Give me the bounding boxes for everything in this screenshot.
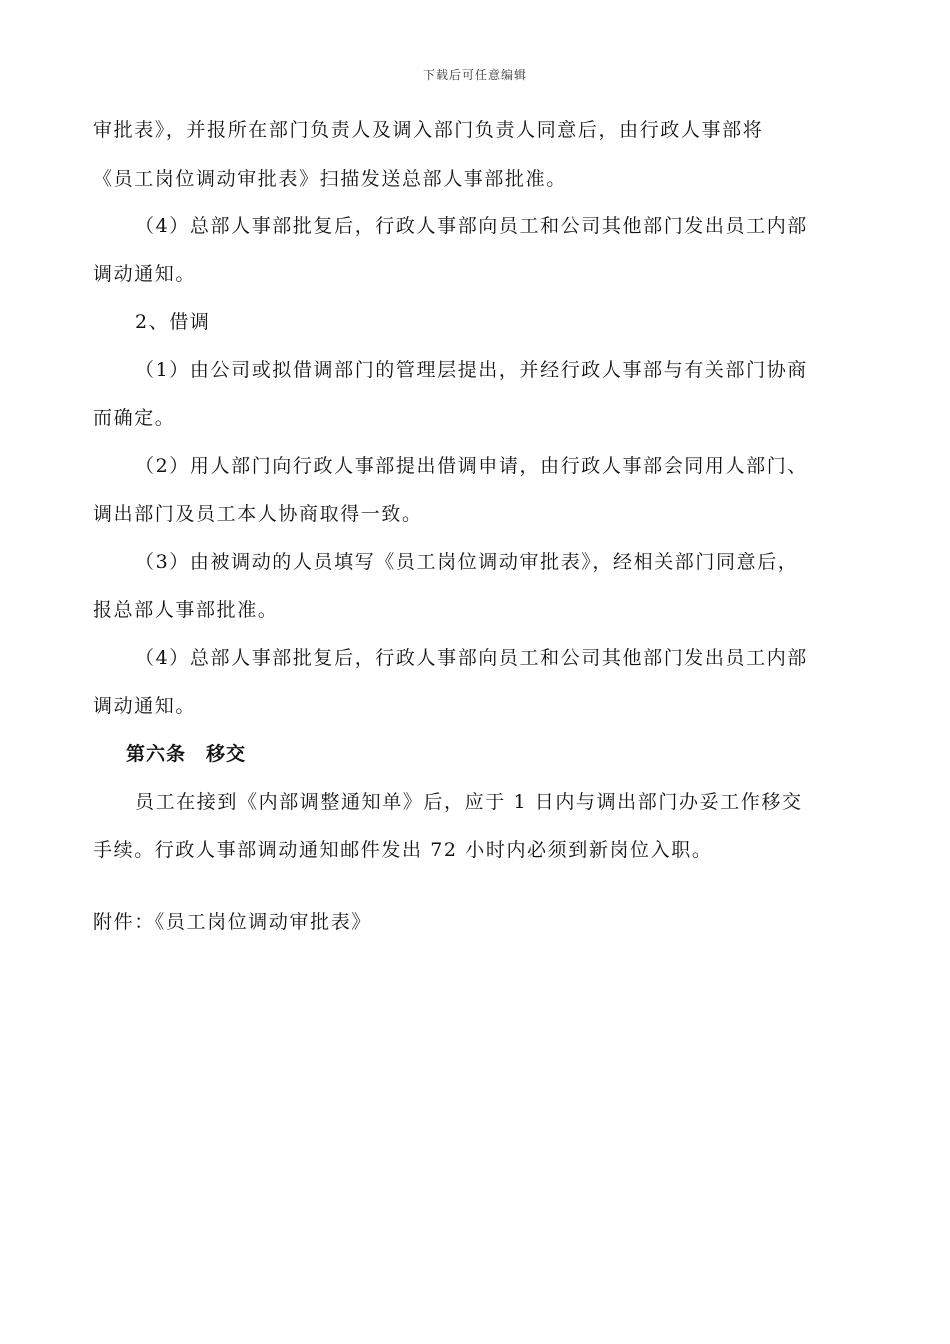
paragraph-line: 《员工岗位调动审批表》扫描发送总部人事部批准。 bbox=[93, 168, 567, 190]
paragraph-line: （4）总部人事部批复后，行政人事部向员工和公司其他部门发出员工内部 bbox=[135, 647, 808, 669]
paragraph-line: 手续。行政人事部调动通知邮件发出 72 小时内必须到新岗位入职。 bbox=[93, 839, 713, 861]
paragraph-line: 员工在接到《内部调整通知单》后，应于 1 日内与调出部门办妥工作移交 bbox=[135, 791, 803, 813]
paragraph-line: （2）用人部门向行政人事部提出借调申请，由行政人事部会同用人部门、 bbox=[135, 455, 808, 477]
paragraph-line: （3）由被调动的人员填写《员工岗位调动审批表》，经相关部门同意后， bbox=[135, 551, 799, 573]
header-note: 下载后可任意编辑 bbox=[422, 68, 527, 82]
paragraph-line: 审批表》，并报所在部门负责人及调入部门负责人同意后，由行政人事部将 bbox=[93, 119, 764, 141]
paragraph-line: 调动通知。 bbox=[93, 695, 197, 717]
paragraph-line: （4）总部人事部批复后，行政人事部向员工和公司其他部门发出员工内部 bbox=[135, 215, 808, 237]
paragraph-line: 调动通知。 bbox=[93, 263, 197, 285]
subsection-title: 2、借调 bbox=[135, 311, 211, 333]
paragraph-line: 而确定。 bbox=[93, 407, 176, 429]
paragraph-line: 报总部人事部批准。 bbox=[93, 599, 279, 621]
paragraph-line: 调出部门及员工本人协商取得一致。 bbox=[93, 503, 423, 525]
attachment-line: 附件：《员工岗位调动审批表》 bbox=[93, 911, 372, 933]
paragraph-line: （1）由公司或拟借调部门的管理层提出，并经行政人事部与有关部门协商 bbox=[135, 359, 808, 381]
section-heading: 第六条 移交 bbox=[126, 743, 247, 765]
